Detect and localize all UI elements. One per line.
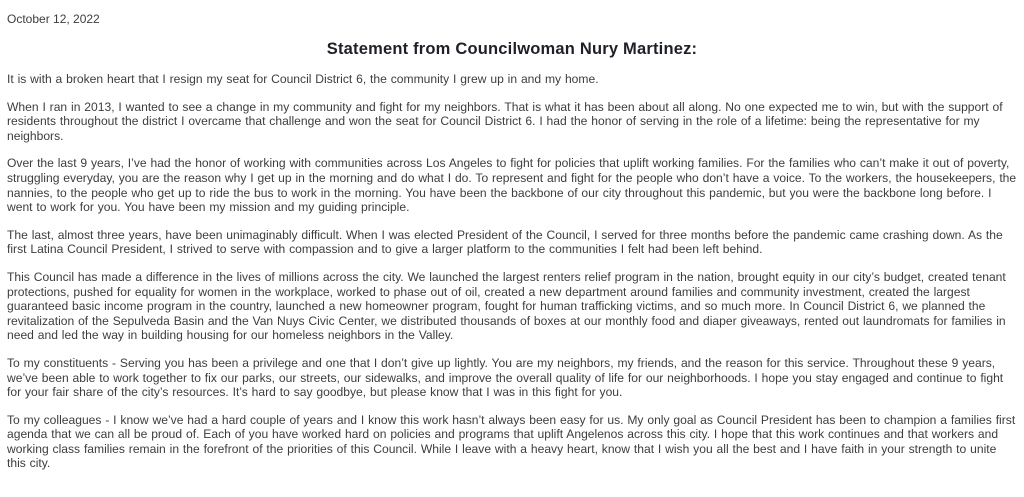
statement-paragraph-6: To my constituents - Serving you has been a privilege and one that I don’t give up lightly. You are my neighbors, my friends, and the reason for this service. Throughout these 9 years, we’ve been able to work together to fix our parks, our streets, our sidewalks, and improve the overall quality of life for our neighborhoods. I hope you stay engaged and continue to fight for your fair share of the city’s resources. It’s hard to say goodbye, but please know that I was in this fight for you. — [7, 355, 1004, 400]
statement-paragraph-3: Over the last 9 years, I’ve had the honor of working with communities across Los Angeles to fight for policies that uplift working families. For the families who can’t make it out of poverty, struggling everyday, you are the reason why I get up in the morning and do what I do. To represent and fight for the people who don’t have a voice. To the workers, the housekeepers, the nannies, to the people who get up to ride the bus to work in the morning. You have been the backbone of our city throughout this pandemic, but you were the backbone long before. I went to work for you. You have been my mission and my guiding principle. — [7, 156, 1017, 215]
document-title: Statement from Councilwoman Nury Martinez: — [326, 40, 698, 58]
statement-paragraph-4: The last, almost three years, have been unimaginably difficult. When I was elected President of the Council, I served for three months before the pandemic came crashing down. As the first Latina Council President, I strived to serve with compassion and to give a larger platform to the communities I felt had been left behind. — [7, 227, 1003, 257]
document-date: October 12, 2022 — [7, 12, 100, 26]
statement-paragraph-2: When I ran in 2013, I wanted to see a change in my community and fight for my neighbors. That is what it has been about all along. No one expected me to win, but with the support of residents throughout the district I overcame that challenge and won the seat for Council District 6. I had the honor of serving in the role of a lifetime: being the representative for my neighbors. — [7, 99, 1003, 143]
statement-paragraph-5: This Council has made a difference in the lives of millions across the city. We launched the largest renters relief program in the nation, brought equity in our city’s budget, created tenant protections, pushed for equality for women in the workplace, worked to phase out of oil, created a new department around families and community investment, created the largest guaranteed basic income program in the country, launched a new homeowner program, fought for human trafficking victims, and so much more. In Council District 6, we planned the revitalization of the Sepulveda Basin and the Van Nuys Civic Center, we distributed thousands of boxes at our monthly food and diaper giveaways, rented out laundromats for families in need and led the way in building housing for our homeless neighbors in the Valley. — [7, 269, 1006, 343]
statement-paragraph-7: To my colleagues - I know we’ve had a hard couple of years and I know this work hasn’t always been easy for us. My only goal as Council President has been to champion a families first agenda that we can all be proud of. Each of you have worked hard on policies and programs that uplift Angelenos across this city. I hope that this work continues and that workers and working class families remain in the forefront of the priorities of this Council. While I leave with a heavy heart, know that I wish you all the best and I have faith in your strength to unite this city. — [7, 412, 1016, 471]
statement-paragraph-1: It is with a broken heart that I resign my seat for Council District 6, the community I grew up in and my home. — [7, 72, 599, 86]
